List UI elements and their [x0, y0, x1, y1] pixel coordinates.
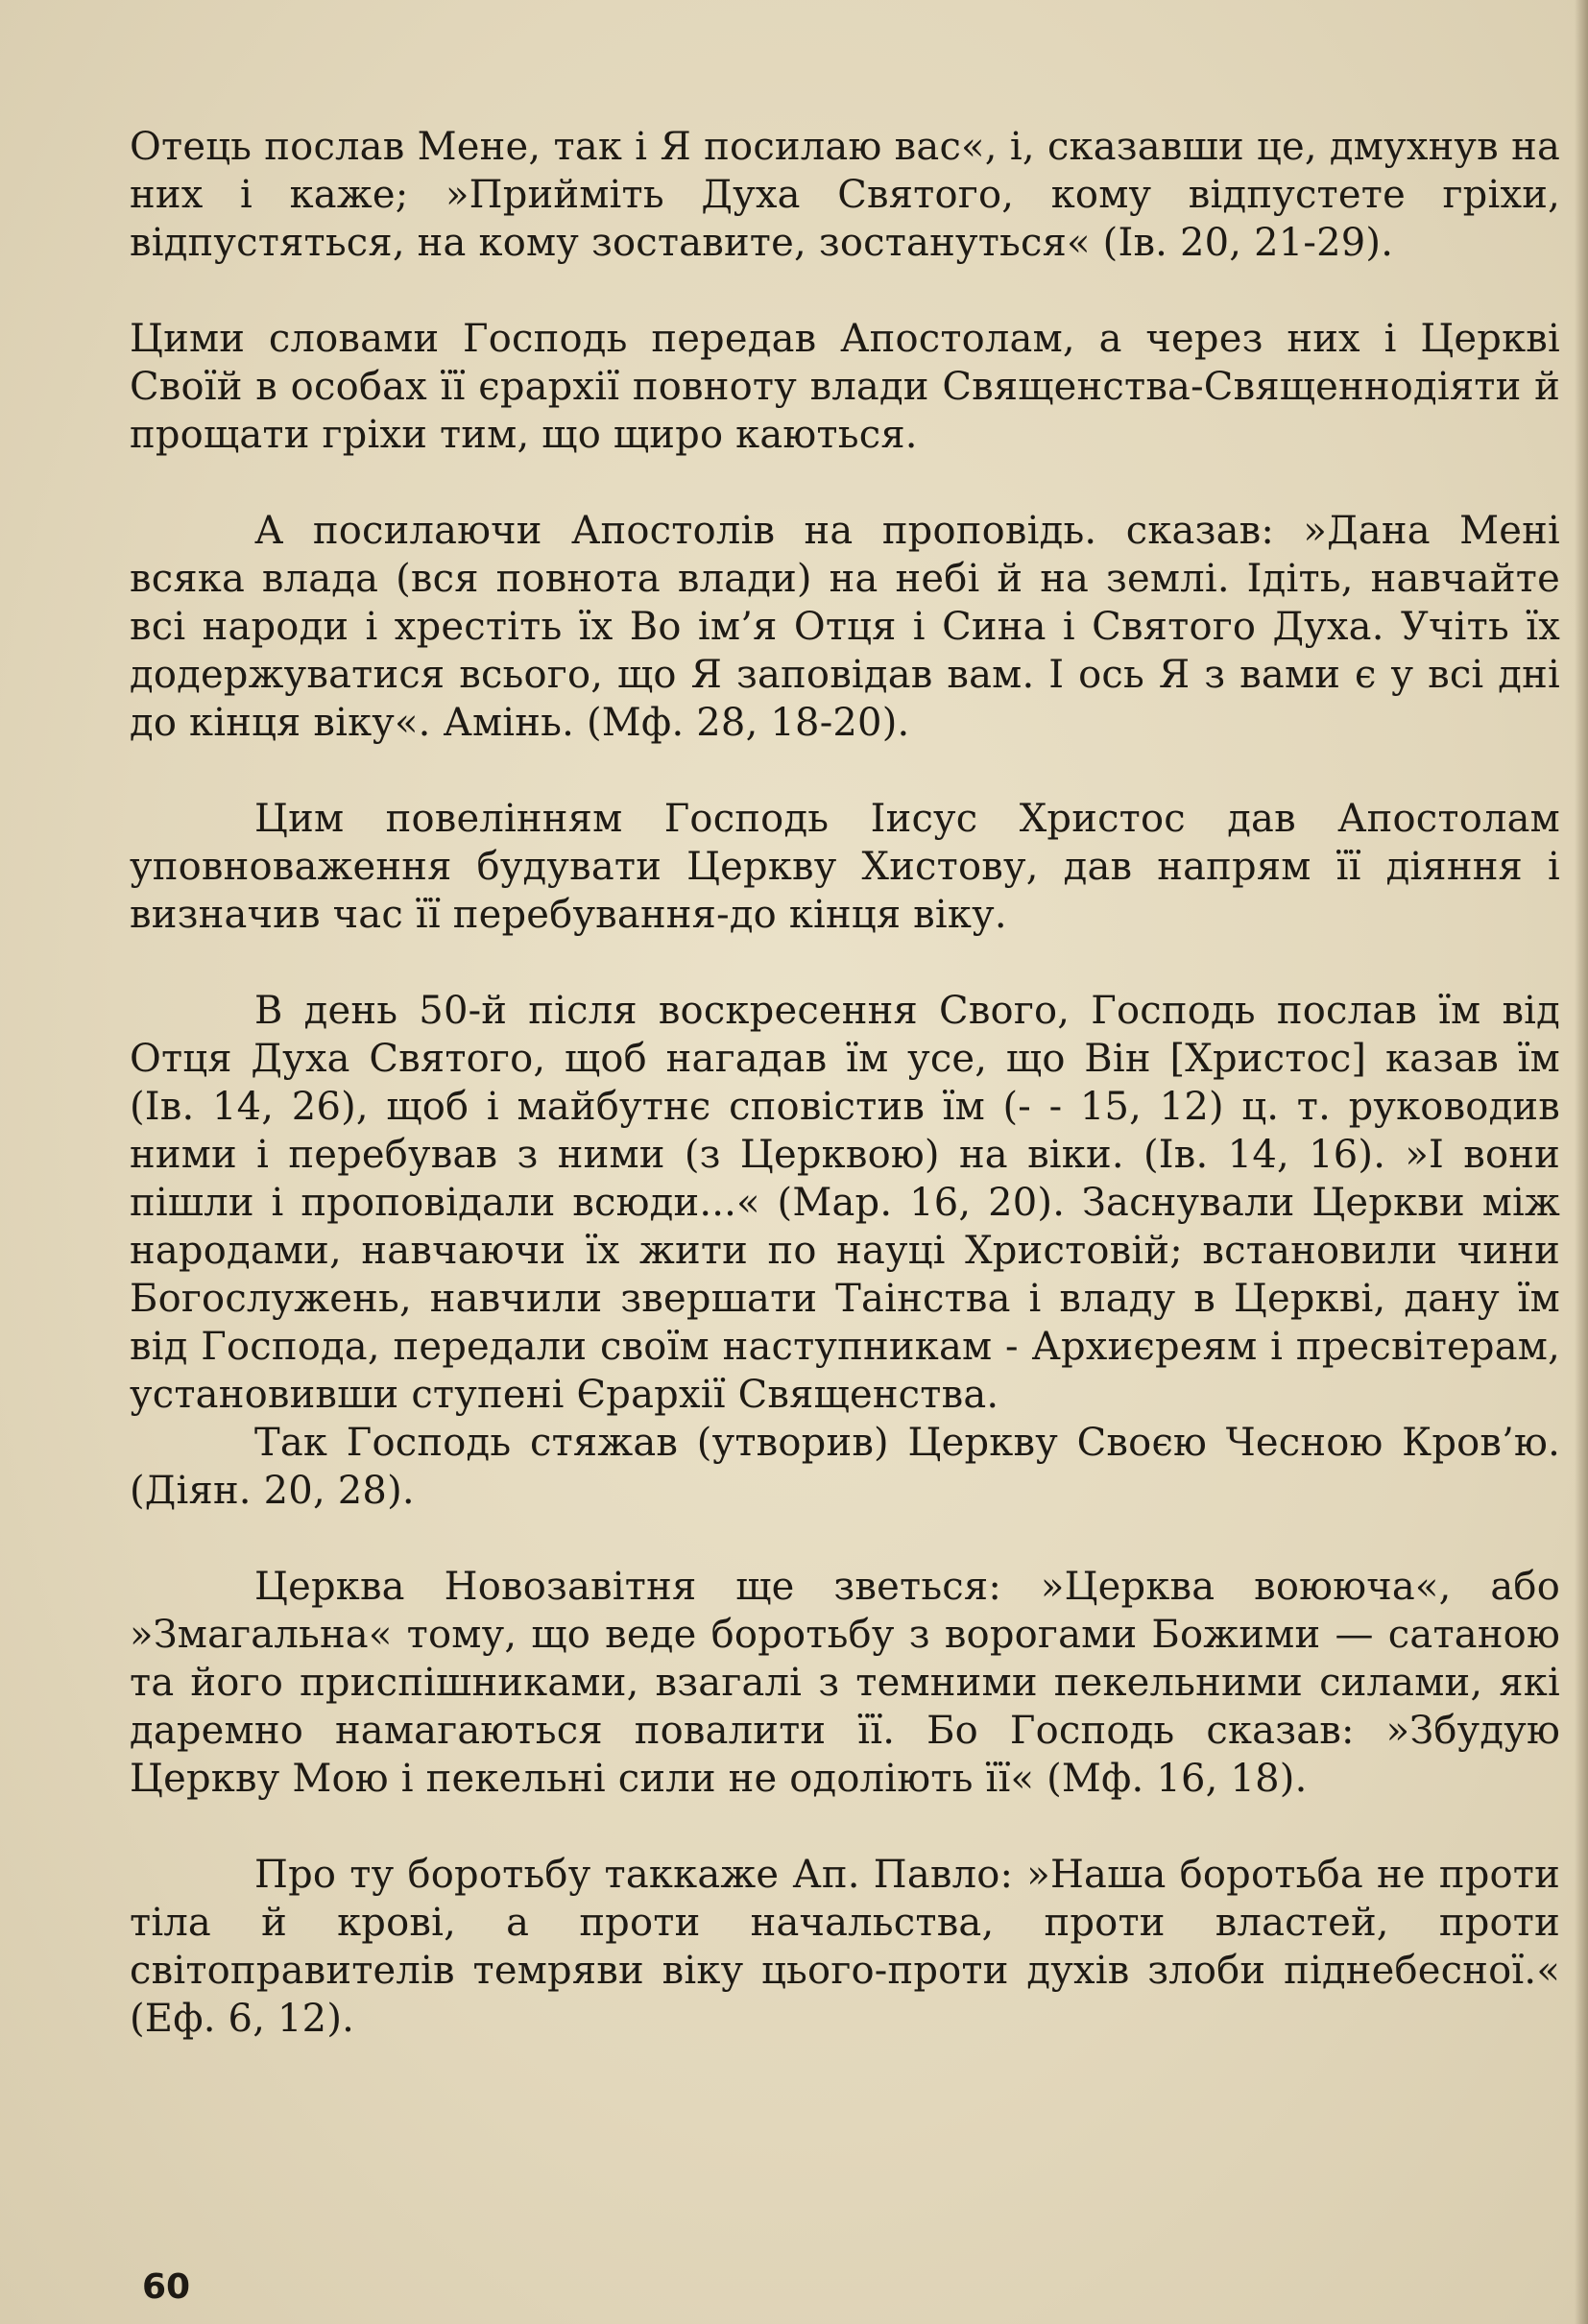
paragraph-8: Про ту боротьбу таккаже Ап. Павло: »Наша боротьба не проти тіла й крові, а проти начальства, проти властей, проти світоправителів темряви віку цього-проти духів злоби піднебесної.« (Еф. 6, 12). — [130, 1853, 1560, 2041]
page-body — [130, 123, 1560, 2091]
paragraph-7: Церква Новозавітня ще зветься: »Церква воююча«, або »Змагальна« тому, що веде боротьбу з ворогами Божими — сатаною та його приспішниками, взагалі з темними пекельними силами, які даремно намагаються повалити її. Бо Господь сказав: »Збудую Церкву Мою і пекельні сили не одоліють її« (Мф. 16, 18). — [130, 1565, 1560, 1801]
page-number: 60 — [142, 2267, 191, 2307]
paragraph-3: А посилаючи Апостолів на проповідь. сказав: »Дана Мені всяка влада (вся повнота влади) на небі й на землі. Ідіть, навчайте всі народи і хрестіть їх Во ім’я Отця і Сина і Святого Духа. Учіть їх додержуватися всього, що Я заповідав вам. І ось Я з вами є у всі дні до кінця віку«. Амінь. (Мф. 28, 18-20). — [130, 509, 1560, 745]
paragraph-1: Отець послав Мене, так і Я посилаю вас«, і, сказавши це, дмухнув на них і каже; »Прийміть Духа Святого, кому відпустете гріхи, відпустяться, на кому зоставите, зостануться« (Ів. 20, 21-29). — [130, 125, 1560, 265]
paragraph-5: В день 50-й після воскресення Свого, Господь послав їм від Отця Духа Святого, щоб нагадав їм усе, що Він [Христос] казав їм (Ів. 14, 26), щоб і майбутнє сповістив їм (- - 15, 12) ц. т. руководив ними і перебував з ними (з Церквою) на віки. (Ів. 14, 16). »І вони пішли і проповідали всюди...« (Мар. 16, 20). Заснували Церкви між народами, навчаючи їх жити по науці Христовій; встановили чини Богослужень, навчили звершати Таінства і владу в Церкві, дану їм від Господа, передали своїм наступникам - Архиєреям і пресвітерам, установивши ступені Єрархії Священства. — [130, 989, 1560, 1417]
paragraph-6: Так Господь стяжав (утворив) Церкву Своєю Чесною Кров’ю. (Діян. 20, 28). — [130, 1421, 1560, 1513]
paragraph-4: Цим повелінням Господь Іисус Христос дав Апостолам уповноваження будувати Церкву Хистову, дав напрям її діяння і визначив час її перебування-до кінця віку. — [130, 797, 1560, 937]
paragraph-2: Цими словами Господь передав Апостолам, а через них і Церкві Своїй в особах її єрархії повноту влади Священства-Священнодіяти й прощати гріхи тим, що щиро каються. — [130, 317, 1560, 457]
page-edge-shadow — [1575, 0, 1588, 2324]
